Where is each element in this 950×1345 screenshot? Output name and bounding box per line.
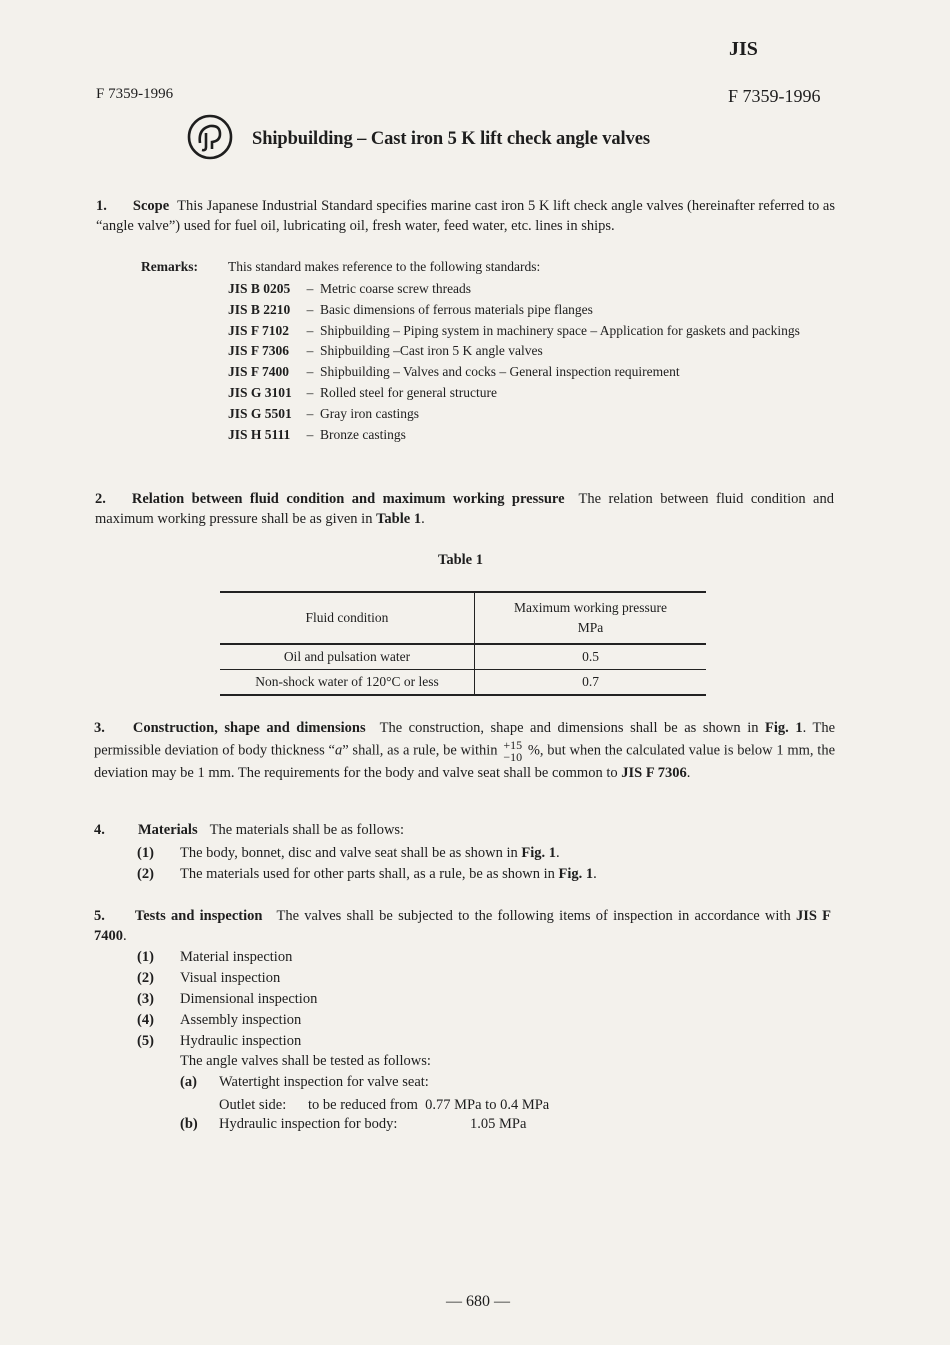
item-text-end: .: [556, 845, 560, 861]
list-item: [137, 843, 597, 864]
item-label: (b): [180, 1116, 198, 1132]
list-item: [137, 1031, 317, 1052]
item-number: (1): [137, 845, 154, 861]
thickness-symbol: a: [335, 742, 343, 759]
reference-list: [228, 279, 835, 445]
list-item: [137, 989, 317, 1010]
item-text: Hydraulic inspection: [180, 1033, 302, 1049]
item-text: Material inspection: [180, 949, 293, 965]
section-scope: [96, 196, 835, 236]
section-heading: Tests and inspection: [134, 908, 263, 924]
item-number: (2): [137, 866, 154, 882]
cell-fluid: Oil and pulsation water: [220, 644, 475, 670]
figure-reference: Fig. 1: [558, 866, 594, 882]
section-text: The relation between fluid condition and maximum working pressure shall be as given in: [95, 491, 834, 527]
cell-pressure: 0.7: [475, 670, 707, 696]
section-number: 1.: [96, 198, 107, 214]
section-text: The materials shall be as follows:: [209, 822, 405, 838]
table-header-pressure: [475, 592, 707, 644]
tolerance-plus: +15: [503, 738, 523, 752]
page-number: — 680 —: [446, 1293, 510, 1310]
item-number: (2): [137, 970, 154, 986]
section-heading: Scope: [132, 198, 170, 214]
tolerance-fraction: [503, 739, 522, 763]
item-text: Visual inspection: [180, 970, 281, 986]
item-number: (5): [137, 1033, 154, 1049]
item-label: (a): [180, 1074, 197, 1090]
section-number: 2.: [95, 491, 106, 507]
reference-item: JIS G 5501 – Gray iron castings: [228, 404, 835, 425]
reference-desc: Bronze castings: [320, 426, 406, 442]
item-number: (1): [137, 949, 154, 965]
cell-pressure: 0.5: [475, 644, 707, 670]
section-materials: [94, 822, 404, 839]
materials-list: [137, 843, 597, 885]
section-text-end: .: [421, 511, 425, 527]
fluid-pressure-table: [220, 591, 706, 696]
section-text-end: .: [123, 928, 127, 944]
table-caption: Table 1: [438, 552, 483, 568]
reference-item: JIS G 3101 – Rolled steel for general structure: [228, 383, 835, 404]
section-fluid-pressure: [95, 489, 834, 529]
standard-code-left: F 7359-1996: [96, 86, 174, 102]
reference-desc: Basic dimensions of ferrous materials pipe flanges: [320, 301, 593, 317]
reference-item: JIS B 0205 – Metric coarse screw threads: [228, 279, 835, 300]
reference-code: JIS F 7306: [228, 343, 290, 359]
reference-code: JIS B 0205: [228, 281, 291, 296]
table-header-row: [220, 592, 706, 644]
reference-code: JIS F 7102: [228, 322, 290, 338]
item-text: Assembly inspection: [180, 1012, 302, 1028]
text-part: .: [686, 765, 691, 781]
item-text: Watertight inspection for valve seat:: [219, 1074, 429, 1090]
item-value: 1.05 MPa: [470, 1116, 527, 1132]
tested-intro: The angle valves shall be tested as follows:: [180, 1053, 431, 1069]
section-number: 3.: [94, 720, 105, 736]
item-text: Dimensional inspection: [180, 991, 318, 1007]
document-title: Shipbuilding – Cast iron 5 K lift check angle valves: [252, 129, 650, 149]
outlet-text: to be reduced from 0.77 MPa to 0.4 MPa: [308, 1097, 550, 1113]
watertight-item: [180, 1074, 429, 1091]
list-item: [137, 947, 317, 968]
reference-code: JIS B 2210: [228, 301, 291, 317]
reference-desc: Shipbuilding – Piping system in machinery space – Application for gaskets and packings: [320, 322, 800, 338]
section-text: The valves shall be subjected to the following items of inspection in accordance with: [276, 908, 796, 924]
section-construction: [94, 718, 835, 784]
reference-item: JIS F 7102 – Shipbuilding – Piping system in machinery space – Application for gaskets and packings: [228, 321, 835, 342]
item-text: Hydraulic inspection for body:: [219, 1116, 398, 1132]
table-reference: Table 1: [376, 511, 422, 527]
header-pressure-unit: MPa: [577, 620, 604, 635]
reference-desc: Shipbuilding –Cast iron 5 K angle valves: [320, 343, 543, 359]
remarks-label: Remarks:: [141, 259, 198, 274]
reference-code: JIS H 5111: [228, 426, 291, 442]
header-pressure-label: Maximum working pressure: [514, 600, 667, 615]
reference-code: JIS G 5501: [228, 405, 292, 421]
inspection-list: [137, 947, 317, 1052]
list-item: [137, 864, 597, 885]
reference-desc: Gray iron castings: [320, 405, 419, 421]
figure-reference: Fig. 1: [765, 720, 803, 736]
table-row: [220, 644, 706, 670]
jis-logo-icon: [186, 113, 234, 161]
section-heading: Construction, shape and dimensions: [132, 720, 366, 736]
remarks-intro: This standard makes reference to the following standards:: [228, 259, 541, 274]
section-tests: [94, 906, 831, 946]
reference-code: JIS F 7400: [228, 364, 290, 380]
item-text: The body, bonnet, disc and valve seat shall be as shown in: [180, 845, 522, 861]
reference-desc: Metric coarse screw threads: [320, 281, 472, 296]
standard-reference: JIS F 7400: [94, 908, 831, 944]
section-number: 5.: [94, 908, 105, 924]
text-part: The construction, shape and dimensions shall be as shown in: [379, 720, 766, 736]
table-header-fluid: Fluid condition: [220, 592, 475, 644]
hydraulic-item: [180, 1116, 526, 1133]
jis-mark: JIS: [729, 38, 758, 60]
reference-item: JIS B 2210 – Basic dimensions of ferrous materials pipe flanges: [228, 300, 835, 321]
reference-item: JIS F 7400 – Shipbuilding – Valves and cocks – General inspection requirement: [228, 362, 835, 383]
reference-desc: Rolled steel for general structure: [320, 384, 497, 400]
table-row: [220, 670, 706, 696]
text-part: ” shall, as a rule, be within: [342, 742, 502, 759]
item-text-end: .: [593, 866, 597, 882]
list-item: [137, 1010, 317, 1031]
reference-item: JIS F 7306 – Shipbuilding –Cast iron 5 K angle valves: [228, 341, 835, 362]
reference-item: JIS H 5111 – Bronze castings: [228, 425, 835, 446]
standard-code-right: F 7359-1996: [728, 86, 821, 106]
item-number: (3): [137, 991, 154, 1007]
cell-fluid: Non-shock water of 120°C or less: [220, 670, 475, 696]
section-text: This Japanese Industrial Standard specifies marine cast iron 5 K lift check angle valves (hereinafter referred to as “angle valve”) used for fuel oil, lubricating oil, fresh water, feed water, etc. lines in ships.: [96, 198, 835, 234]
section-number: 4.: [94, 822, 105, 838]
section-heading: Materials: [138, 822, 198, 838]
item-number: (4): [137, 1012, 154, 1028]
text-part: %, but when the calculated value is below 1 mm, the deviation may be 1 mm. The requirements for the body and valve seat shall be common to: [94, 742, 836, 781]
text-part: . The permissible deviation of body thickness “: [94, 720, 836, 759]
figure-reference: Fig. 1: [521, 845, 556, 861]
item-text: The materials used for other parts shall, as a rule, be as shown in: [180, 866, 559, 882]
list-item: [137, 968, 317, 989]
reference-code: JIS G 3101: [228, 384, 292, 400]
outlet-side-line: [219, 1097, 549, 1114]
tolerance-minus: −10: [503, 750, 523, 764]
section-heading: Relation between fluid condition and maximum working pressure: [131, 491, 565, 507]
standard-reference: JIS F 7306: [621, 765, 687, 781]
reference-desc: Shipbuilding – Valves and cocks – General inspection requirement: [320, 364, 680, 380]
outlet-label: Outlet side:: [219, 1097, 287, 1113]
